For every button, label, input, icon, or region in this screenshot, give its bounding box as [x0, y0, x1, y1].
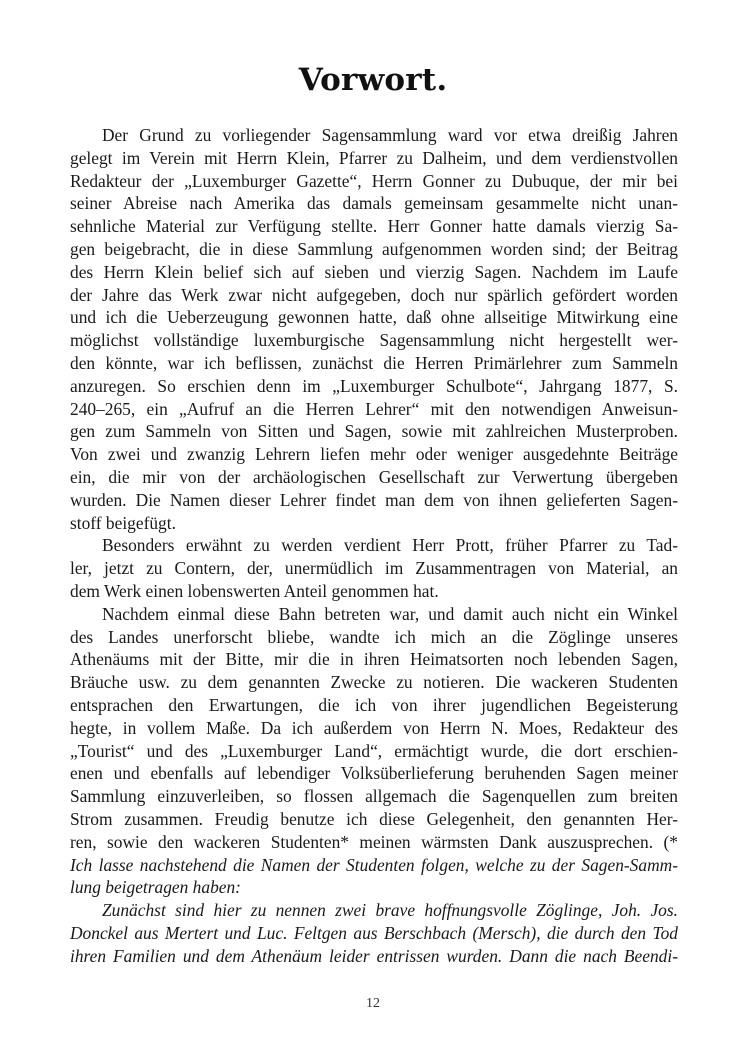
text-line: und ich die Ueberzeugung gewonnen hatte, daß ohne allseitige Mitwirkung eine [70, 307, 678, 328]
text-line: Ich lasse nachstehend die Namen der Studenten folgen, welche zu der Sagen-Samm- [70, 854, 678, 875]
text-line: gen beigebracht, die in diese Sammlung aufgenommen worden sind; der Beitrag [70, 238, 678, 259]
text-line: hegte, in vollem Maße. Da ich außerdem von Herrn N. Moes, Redakteur des [70, 717, 678, 738]
text-line: des Landes unerforscht bliebe, wandte ich mich an die Zöglinge unseres [70, 626, 678, 647]
text-line: gen zum Sammeln von Sitten und Sagen, sowie mit zahlreichen Musterproben. [70, 421, 678, 442]
text-line: Sammlung einzuverleiben, so flossen allgemach die Sagenquellen zum breiten [70, 786, 678, 807]
text-line: des Herrn Klein belief sich auf sieben und vierzig Sagen. Nachdem im Laufe [70, 261, 678, 282]
text-line: „Tourist“ und des „Luxemburger Land“, ermächtigt wurde, die dort erschien- [70, 740, 678, 761]
text-line: seiner Abreise nach Amerika das damals gemeinsam gesammelte nicht unan- [70, 193, 678, 214]
text-line: Besonders erwähnt zu werden verdient Herr Prott, früher Pfarrer zu Tad- [102, 535, 678, 556]
text-line: sehnliche Material zur Verfügung stellte. Herr Gonner hatte damals vierzig Sa- [70, 216, 678, 237]
text-line: Donckel aus Mertert und Luc. Feltgen aus Berschbach (Mersch), die durch den Tod [70, 922, 678, 943]
text-line: Von zwei und zwanzig Lehrern liefen mehr oder weniger ausgedehnte Beiträge [70, 444, 678, 465]
text-line: ler, jetzt zu Contern, der, unermüdlich im Zusammentragen von Material, an [70, 558, 678, 579]
text-line: Athenäums mit der Bitte, mir die in ihren Heimatsorten noch lebenden Sagen, [70, 649, 678, 670]
text-line: Redakteur der „Luxemburger Gazette“, Herrn Gonner zu Dubuque, der mir bei [70, 170, 678, 191]
text-line: den könnte, war ich beflissen, zunächst die Herren Primärlehrer zum Sammeln [70, 352, 678, 373]
text-line: möglichst vollständige luxemburgische Sagensammlung nicht hergestellt wer- [70, 330, 678, 351]
text-line: entsprachen den Erwartungen, die ich von ihrer jugendlichen Begeisterung [70, 694, 678, 715]
text-line: ihren Familien und dem Athenäum leider entrissen wurden. Dann die nach Beendi- [70, 945, 678, 966]
text-line: 240–265, ein „Aufruf an die Herren Lehrer“ mit den notwendigen Anweisun- [70, 398, 678, 419]
text-line: enen und ebenfalls auf lebendiger Volksüberlieferung beruhenden Sagen meiner [70, 763, 678, 784]
text-line: anzuregen. So erschien denn im „Luxemburger Schulbote“, Jahrgang 1877, S. [70, 375, 678, 396]
text-line: dem Werk einen lobenswerten Anteil genommen hat. [70, 580, 439, 601]
text-line: Bräuche usw. zu dem genannten Zwecke zu notieren. Die wackeren Studenten [70, 672, 678, 693]
text-line: wurden. Die Namen dieser Lehrer findet man dem von ihnen gelieferten Sagen- [70, 489, 678, 510]
page-title: Vorwort. [298, 62, 448, 98]
text-line: stoff beigefügt. [70, 512, 176, 533]
text-line: lung beigetragen haben: [70, 877, 241, 898]
text-line: Zunächst sind hier zu nennen zwei brave hoffnungsvolle Zöglinge, Joh. Jos. [102, 900, 678, 921]
page-number: 12 [366, 996, 380, 1011]
text-line: ren, sowie den wackeren Studenten* meinen wärmsten Dank auszusprechen. (* [70, 831, 678, 852]
text-line: der Jahre das Werk zwar nicht aufgegeben, doch nur spärlich gefördert worden [70, 284, 678, 305]
text-line: Nachdem einmal diese Bahn betreten war, und damit auch nicht ein Winkel [102, 603, 678, 624]
text-line: Der Grund zu vorliegender Sagensammlung ward vor etwa dreißig Jahren [102, 125, 678, 145]
text-line: ein, die mir von der archäologischen Gesellschaft zur Verwertung übergeben [70, 466, 678, 487]
text-line: Strom zusammen. Freudig benutze ich diese Gelegenheit, den genannten Her- [70, 808, 678, 829]
text-line: gelegt im Verein mit Herrn Klein, Pfarrer zu Dalheim, und dem verdienstvollen [70, 147, 678, 168]
body-text [70, 124, 678, 967]
